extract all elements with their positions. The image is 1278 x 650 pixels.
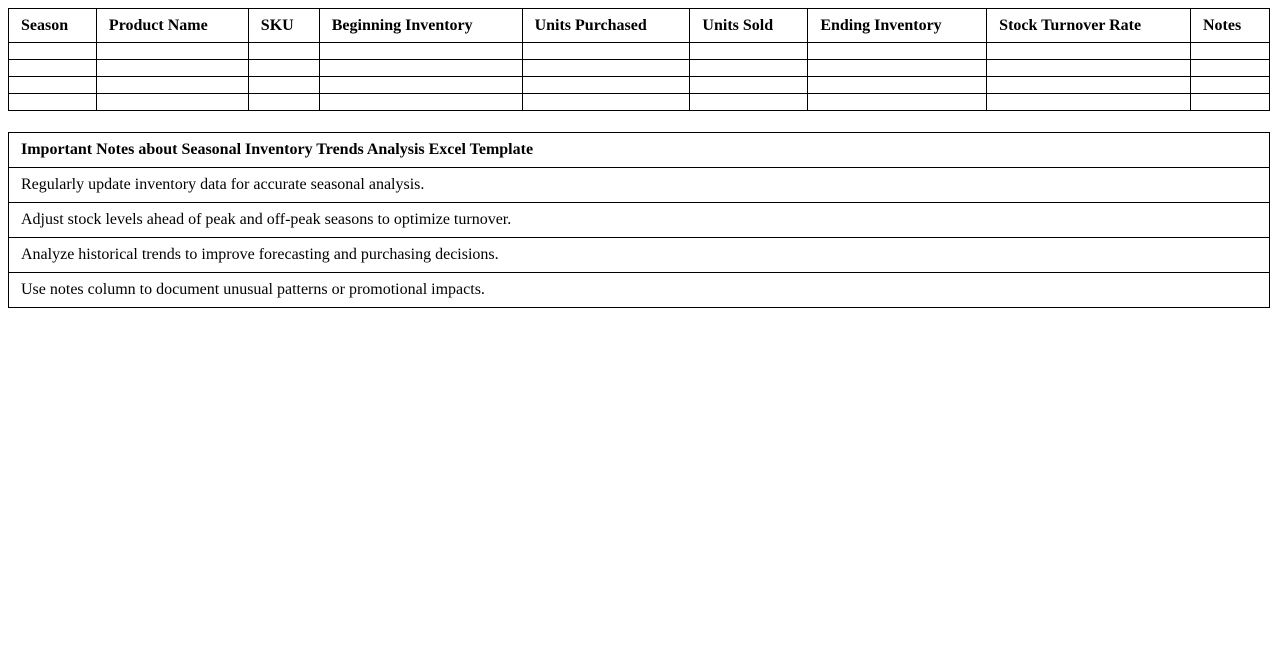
note-row <box>9 238 1270 273</box>
table-cell[interactable] <box>987 60 1191 77</box>
table-cell[interactable] <box>9 60 97 77</box>
table-row <box>9 60 1270 77</box>
table-cell[interactable] <box>522 60 690 77</box>
note-row <box>9 203 1270 238</box>
note-row <box>9 273 1270 308</box>
table-cell[interactable] <box>96 43 248 60</box>
table-cell[interactable] <box>690 60 808 77</box>
table-cell[interactable] <box>9 94 97 111</box>
table-cell[interactable] <box>522 94 690 111</box>
table-cell[interactable] <box>522 43 690 60</box>
table-cell[interactable] <box>1191 60 1270 77</box>
inventory-table <box>8 8 1270 111</box>
notes-heading-row <box>9 133 1270 168</box>
table-cell[interactable] <box>248 60 319 77</box>
column-header-notes: Notes <box>1191 9 1270 43</box>
table-cell[interactable] <box>248 77 319 94</box>
table-cell[interactable] <box>96 94 248 111</box>
table-cell[interactable] <box>987 43 1191 60</box>
table-row <box>9 94 1270 111</box>
column-header-stock-turnover-rate: Stock Turnover Rate <box>987 9 1191 43</box>
column-header-sku: SKU <box>248 9 319 43</box>
header-row <box>9 9 1270 43</box>
note-item: Analyze historical trends to improve forecasting and purchasing decisions. <box>9 238 1270 273</box>
column-header-ending-inventory: Ending Inventory <box>808 9 987 43</box>
column-header-units-purchased: Units Purchased <box>522 9 690 43</box>
table-cell[interactable] <box>1191 43 1270 60</box>
table-row <box>9 43 1270 60</box>
table-cell[interactable] <box>96 60 248 77</box>
table-cell[interactable] <box>987 77 1191 94</box>
table-cell[interactable] <box>248 94 319 111</box>
table-cell[interactable] <box>522 77 690 94</box>
table-cell[interactable] <box>319 60 522 77</box>
note-item: Use notes column to document unusual patterns or promotional impacts. <box>9 273 1270 308</box>
column-header-season: Season <box>9 9 97 43</box>
note-item: Regularly update inventory data for accurate seasonal analysis. <box>9 168 1270 203</box>
table-cell[interactable] <box>1191 94 1270 111</box>
table-cell[interactable] <box>248 43 319 60</box>
table-cell[interactable] <box>808 43 987 60</box>
table-cell[interactable] <box>690 43 808 60</box>
notes-heading: Important Notes about Seasonal Inventory Trends Analysis Excel Template <box>9 133 1270 168</box>
table-cell[interactable] <box>319 77 522 94</box>
table-cell[interactable] <box>9 43 97 60</box>
table-cell[interactable] <box>319 43 522 60</box>
note-row <box>9 168 1270 203</box>
notes-table <box>8 132 1270 308</box>
column-header-beginning-inventory: Beginning Inventory <box>319 9 522 43</box>
note-item: Adjust stock levels ahead of peak and off-peak seasons to optimize turnover. <box>9 203 1270 238</box>
table-cell[interactable] <box>690 77 808 94</box>
table-cell[interactable] <box>808 77 987 94</box>
table-cell[interactable] <box>319 94 522 111</box>
column-header-product-name: Product Name <box>96 9 248 43</box>
table-cell[interactable] <box>1191 77 1270 94</box>
table-cell[interactable] <box>96 77 248 94</box>
column-header-units-sold: Units Sold <box>690 9 808 43</box>
table-cell[interactable] <box>808 60 987 77</box>
table-cell[interactable] <box>690 94 808 111</box>
table-cell[interactable] <box>987 94 1191 111</box>
table-cell[interactable] <box>9 77 97 94</box>
table-cell[interactable] <box>808 94 987 111</box>
table-row <box>9 77 1270 94</box>
